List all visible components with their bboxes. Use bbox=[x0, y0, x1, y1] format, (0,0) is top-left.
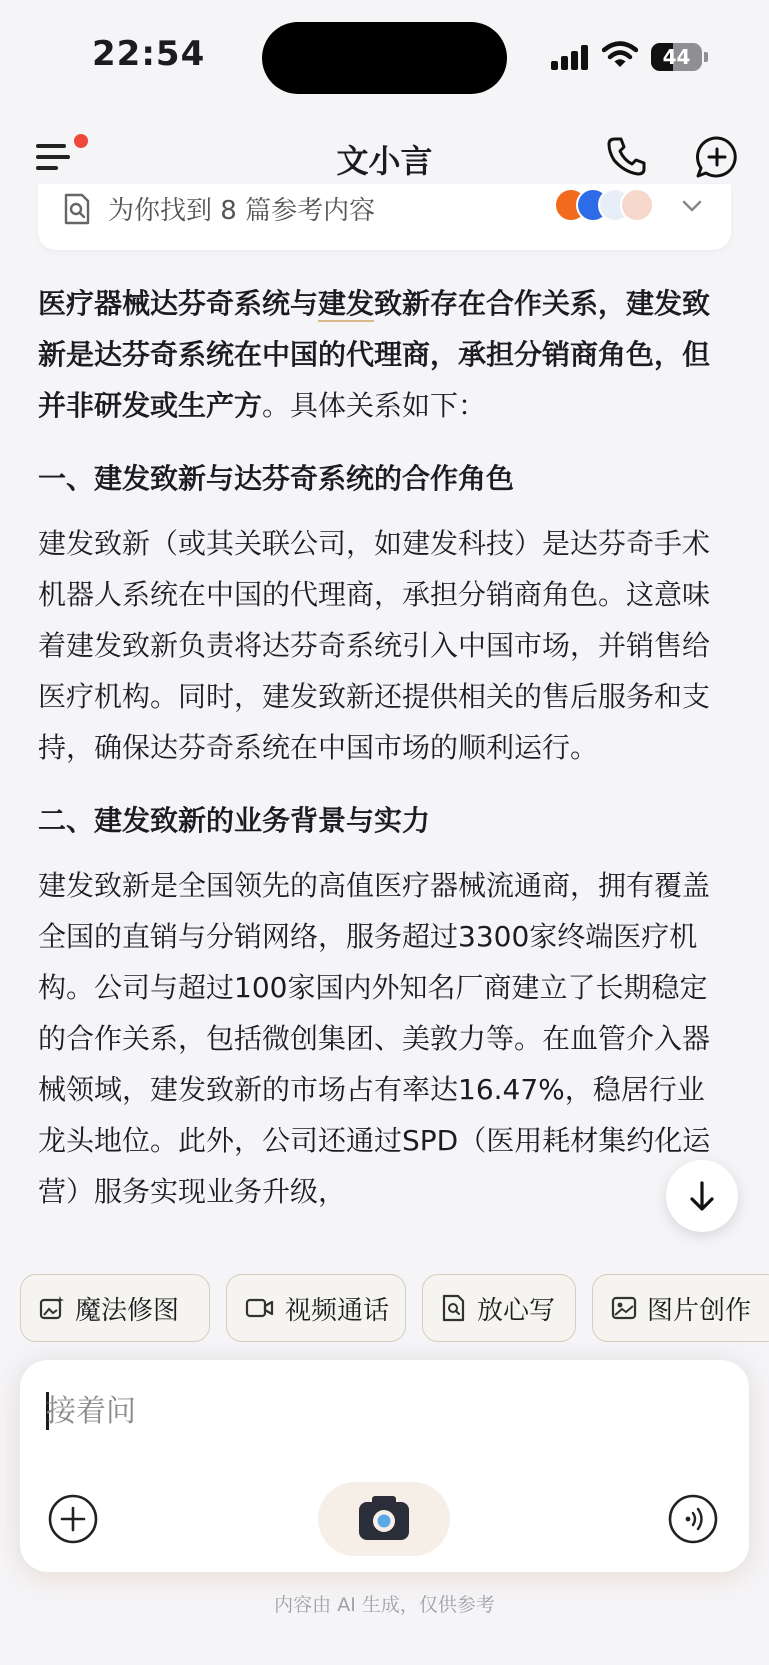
voice-input-icon[interactable] bbox=[668, 1494, 718, 1544]
chip-image-create[interactable] bbox=[592, 1274, 769, 1342]
chat-input[interactable] bbox=[46, 1386, 706, 1436]
page-title: 文小言 bbox=[336, 142, 433, 180]
status-bar bbox=[0, 0, 769, 110]
nav-bar bbox=[0, 120, 769, 192]
write-icon bbox=[441, 1294, 467, 1322]
chip-label: 视频通话 bbox=[285, 1295, 390, 1326]
battery-level: 44 bbox=[662, 45, 691, 69]
chip-label: 魔法修图 bbox=[75, 1295, 180, 1326]
arrow-down-icon bbox=[666, 1160, 738, 1232]
video-icon bbox=[245, 1296, 275, 1320]
chat-input-box bbox=[20, 1360, 749, 1572]
quick-actions-row bbox=[20, 1274, 769, 1342]
chip-video-call[interactable] bbox=[226, 1274, 406, 1342]
references-summary: 为你找到 8 篇参考内容 bbox=[108, 196, 376, 226]
cellular-signal-icon bbox=[551, 44, 591, 70]
answer-intro bbox=[38, 278, 728, 431]
section-body-1: 建发致新（或其关联公司，如建发科技）是达芬奇手术机器人系统在中国的代理商，承担分销商角色。这意味着建发致新负责将达芬奇系统引入中国市场，并销售给医疗机构。同时，建发致新还提供相关的售后服务和支持，确保达芬奇系统在中国市场的顺利运行。 bbox=[38, 527, 711, 764]
answer-content bbox=[38, 278, 728, 1217]
status-time: 22:54 bbox=[92, 34, 206, 74]
section-heading-2: 二、建发致新的业务背景与实力 bbox=[38, 804, 431, 837]
chevron-down-icon[interactable] bbox=[680, 196, 704, 216]
entity-link[interactable]: 建发 bbox=[318, 287, 375, 320]
chip-label: 图片创作 bbox=[647, 1295, 752, 1326]
more-sources-icon bbox=[620, 188, 654, 222]
battery-icon bbox=[651, 43, 702, 71]
intro-bold-2: 致新存在合作关系，建发致新是达芬奇系统在中国的代理商，承担分销商角色，但并非研发或生产方 bbox=[38, 287, 711, 422]
scroll-to-bottom-button[interactable] bbox=[666, 1160, 738, 1232]
ai-disclaimer: 内容由 AI 生成，仅供参考 bbox=[274, 1594, 495, 1616]
chip-label: 放心写 bbox=[477, 1295, 556, 1326]
phone-call-icon[interactable] bbox=[605, 134, 649, 178]
wifi-icon bbox=[602, 40, 638, 70]
camera-button[interactable] bbox=[318, 1482, 450, 1556]
source-logos bbox=[554, 188, 674, 228]
dynamic-island bbox=[262, 22, 507, 94]
chip-magic-image[interactable] bbox=[20, 1274, 210, 1342]
document-search-icon bbox=[62, 192, 92, 226]
intro-rest: 。具体关系如下： bbox=[262, 389, 487, 422]
new-chat-icon[interactable] bbox=[694, 134, 740, 180]
image-create-icon bbox=[611, 1296, 637, 1320]
camera-icon bbox=[318, 1482, 450, 1556]
chip-write[interactable] bbox=[422, 1274, 576, 1342]
section-body-2: 建发致新是全国领先的高值医疗器械流通商，拥有覆盖全国的直销与分销网络，服务超过3300家终端医疗机构。公司与超过100家国内外知名厂商建立了长期稳定的合作关系，包括微创集团、美敦力等。在血管介入器械领域，建发致新的市场占有率达16.47%，稳居行业龙头地位。此外，公司还通过SPD（医用耗材集约化运营）服务实现业务升级， bbox=[38, 869, 711, 1208]
add-attachment-icon[interactable] bbox=[48, 1494, 98, 1544]
references-card[interactable] bbox=[38, 184, 731, 250]
intro-bold-1: 医疗器械达芬奇系统与 bbox=[38, 287, 319, 320]
section-heading-1: 一、建发致新与达芬奇系统的合作角色 bbox=[38, 462, 515, 495]
battery-cap bbox=[704, 52, 708, 62]
magic-image-icon bbox=[39, 1295, 65, 1321]
